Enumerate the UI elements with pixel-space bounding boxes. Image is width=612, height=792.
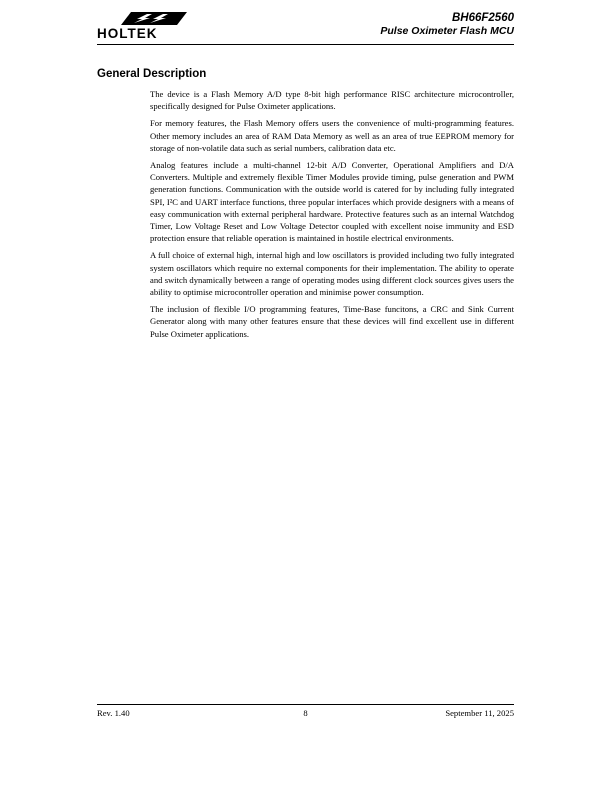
paragraph-io-features: The inclusion of flexible I/O programming features, Time-Base funcitons, a CRC and Sink Current Generator along with many other features ensure that these devices will find excellent use in different Pulse Oximeter applications. [150,304,514,339]
body-paragraphs [150,88,514,345]
header-divider [97,44,514,45]
header-product-block [380,12,514,38]
revision-label: Rev. 1.40 [97,708,130,718]
holtek-logo-graphic [97,12,189,42]
section-title: General Description [97,68,207,80]
page-header [97,10,514,44]
footer-row [97,708,514,718]
product-subtitle: Pulse Oximeter Flash MCU [380,25,514,37]
paragraph-analog-features: Analog features include a multi-channel 12-bit A/D Converter, Operational Amplifiers and D/A Converters. Multiple and extremely flexible Timer Modules provide timing, pulse generation and PWM generation functions. Communication with the outside world is catered for by including fully integrated SPI, I²C and UART interface functions, three popular interfaces which provide designers with a means of easy communication with external peripheral hardware. Protective features such as an internal Watchdog Timer, Low Voltage Reset and Low Voltage Detector coupled with excellent noise immunity and ESD protection ensure that reliable operation is maintained in hostile electrical environments. [150,160,514,244]
page-number: 8 [303,708,308,718]
footer-date: September 11, 2025 [445,708,514,718]
logo-text: HOLTEK [97,26,158,41]
paragraph-memory-features: For memory features, the Flash Memory offers users the convenience of multi-programming features. Other memory includes an area of RAM Data Memory as well as an area of true EEPROM memory for storage of non-volatile data such as serial numbers, calibration data etc. [150,118,514,153]
holtek-logo [97,12,189,42]
footer-divider [97,704,514,705]
paragraph-device-overview: The device is a Flash Memory A/D type 8-bit high performance RISC architecture microcontroller, specifically designed for Pulse Oximeter applications. [150,89,514,112]
product-name: BH66F2560 [451,12,514,24]
paragraph-oscillators: A full choice of external high, internal high and low oscillators is provided including two fully integrated system oscillators which require no external components for their implementation. The ability to operate and switch dynamically between a range of operating modes using different clock sources gives users the ability to optimise microcontroller operation and minimise power consumption. [150,250,514,298]
